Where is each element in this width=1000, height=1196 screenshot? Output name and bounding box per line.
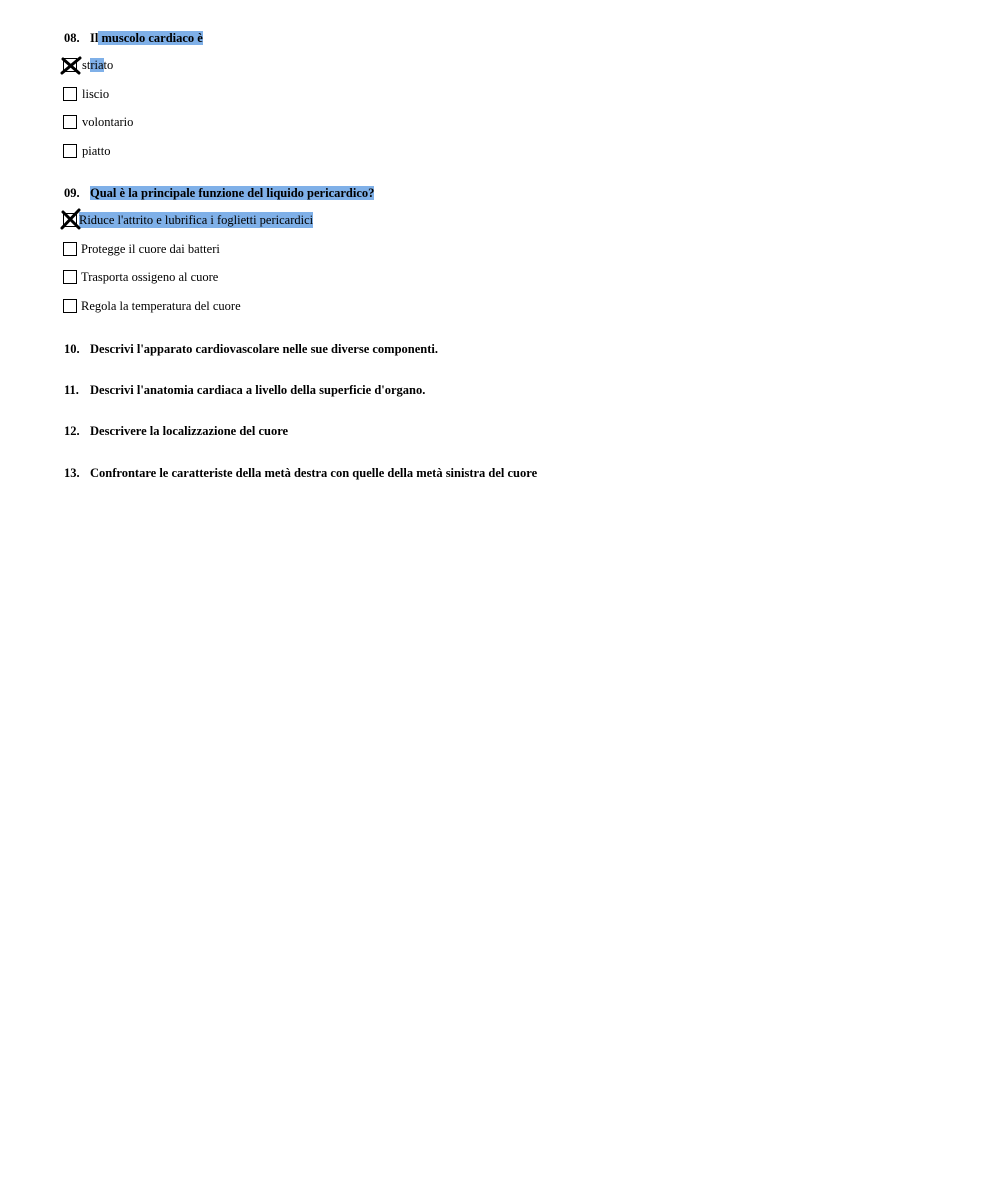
question-text: Il bbox=[90, 31, 99, 45]
option-liscio[interactable] bbox=[63, 86, 109, 102]
option-label: liscio bbox=[82, 87, 110, 101]
question-text: Descrivere la localizzazione del cuore bbox=[90, 424, 289, 438]
question-text: Confrontare le caratteriste della metà destra con quelle della metà sinistra del cuore bbox=[90, 466, 538, 480]
question-11-title bbox=[64, 382, 425, 398]
question-08-title bbox=[64, 30, 203, 46]
question-number: 09. bbox=[64, 186, 80, 200]
check-x-icon bbox=[61, 55, 81, 75]
option-regola[interactable] bbox=[63, 298, 241, 314]
question-number: 10. bbox=[64, 342, 80, 356]
option-label: Protegge il cuore dai batteri bbox=[81, 242, 220, 256]
checkbox[interactable] bbox=[63, 270, 77, 284]
option-label: Regola la temperatura del cuore bbox=[81, 299, 241, 313]
option-piatto[interactable] bbox=[63, 143, 110, 159]
option-label: striato bbox=[82, 58, 114, 72]
checkbox[interactable] bbox=[63, 115, 77, 129]
option-striato[interactable] bbox=[63, 57, 113, 73]
check-x-icon bbox=[61, 210, 81, 230]
option-label: Trasporta ossigeno al cuore bbox=[81, 270, 219, 284]
question-number: 12. bbox=[64, 424, 80, 438]
option-label: Riduce l'attrito e lubrifica i foglietti pericardici bbox=[79, 213, 314, 227]
question-number: 11. bbox=[64, 383, 79, 397]
question-text: Descrivi l'anatomia cardiaca a livello della superficie d'organo. bbox=[90, 383, 426, 397]
question-number: 13. bbox=[64, 466, 80, 480]
checkbox[interactable] bbox=[63, 242, 77, 256]
checkbox[interactable] bbox=[63, 299, 77, 313]
checkbox[interactable] bbox=[63, 144, 77, 158]
question-12-title bbox=[64, 423, 288, 439]
checkbox-checked[interactable] bbox=[63, 213, 77, 227]
question-13-title bbox=[64, 465, 537, 481]
option-riduce-attrito[interactable] bbox=[63, 212, 313, 228]
option-label: volontario bbox=[82, 115, 134, 129]
checkbox-checked[interactable] bbox=[63, 58, 77, 72]
option-volontario[interactable] bbox=[63, 114, 133, 130]
option-protegge[interactable] bbox=[63, 241, 220, 257]
question-number: 08. bbox=[64, 31, 80, 45]
option-label: piatto bbox=[82, 144, 111, 158]
question-10-title bbox=[64, 341, 438, 357]
question-text-highlighted: Qual è la principale funzione del liquido pericardico? bbox=[90, 186, 375, 200]
checkbox[interactable] bbox=[63, 87, 77, 101]
question-text-highlighted: muscolo cardiaco è bbox=[98, 31, 203, 45]
option-trasporta[interactable] bbox=[63, 269, 218, 285]
question-text: Descrivi l'apparato cardiovascolare nelle sue diverse componenti. bbox=[90, 342, 438, 356]
question-09-title bbox=[64, 185, 374, 201]
